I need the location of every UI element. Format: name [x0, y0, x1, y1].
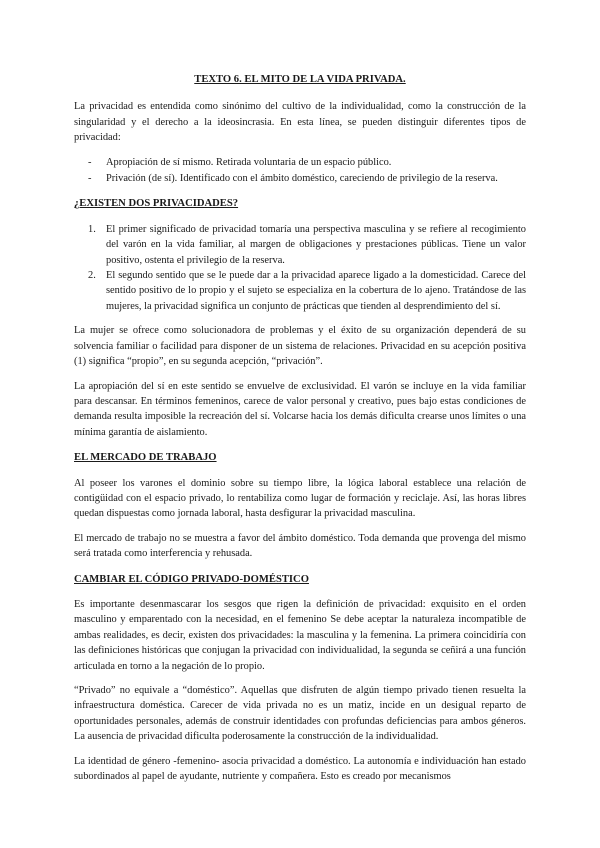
list-item	[74, 222, 526, 268]
section-heading-two-privacies: ¿EXISTEN DOS PRIVACIDADES?	[74, 198, 239, 210]
intro-paragraph: La privacidad es entendida como sinónimo del cultivo de la individualidad, como la construcción de la singularidad y el derecho a la ideosincrasia. En esta línea, se pueden distinguir diferentes tipos de privacidad:	[74, 101, 526, 144]
meanings-list	[74, 222, 526, 314]
list-item	[74, 171, 526, 186]
dash-marker: -	[88, 173, 92, 185]
paragraph: El mercado de trabajo no se muestra a favor del ámbito doméstico. Toda demanda que provenga del mismo será tratada como interferencia y rehusada.	[74, 532, 526, 560]
paragraph: La identidad de género -femenino- asocia privacidad a doméstico. La autonomía e individuación han estado subordinados al papel de ayudante, nutriente y compañera. Esto es creado por mecanismos	[74, 755, 526, 783]
list-item-text: El primer significado de privacidad tomaría una perspectiva masculina y se refiere al recogimiento del varón en la vida familiar, al margen de obligaciones y prestaciones públicas. Tiene un valor positivo, ostenta el privilegio de la reserva.	[106, 223, 526, 266]
number-marker: 2.	[88, 270, 96, 282]
list-item-text: Privación (de sí). Identificado con el ámbito doméstico, careciendo de privilegio de la reserva.	[106, 173, 498, 185]
document-title: TEXTO 6. EL MITO DE LA VIDA PRIVADA.	[194, 74, 406, 85]
list-item-text: El segundo sentido que se le puede dar a la privacidad aparece ligado a la domesticidad. Carece del sentido positivo de lo propio y el sujeto se especializa en la cobertura de lo ajeno. Tratándose de las mujeres, la privacidad significa un conjunto de prácticas que tienden al desprendimiento del sí.	[106, 270, 526, 312]
paragraph: La mujer se ofrece como solucionadora de problemas y el éxito de su organización dependerá de su solvencia familiar o facilidad para disponer de un sistema de relaciones. Privacidad en su acepción positiva (1) significa “propio”, en su segunda acepción, “privación”.	[74, 325, 526, 368]
list-item	[74, 268, 526, 314]
list-item	[74, 155, 526, 170]
paragraph: “Privado” no equivale a “doméstico”. Aquellas que disfruten de algún tiempo privado tienen resuelta la infraestructura doméstica. Carecer de vida privada no es un matiz, incide en un desigual reparto de oportunidades personales, además de construir identidades con profundas deficiencias para ambos géneros. La ausencia de privacidad dificulta poderosamente la construcción de la individualidad.	[74, 685, 526, 743]
dash-marker: -	[88, 156, 92, 168]
list-item-text: Apropiación de sí mismo. Retirada voluntaria de un espacio público.	[106, 156, 392, 168]
number-marker: 1.	[88, 223, 96, 235]
privacy-types-list	[74, 155, 526, 187]
paragraph: La apropiación del sí en este sentido se envuelve de exclusividad. El varón se incluye en la vida familiar para descansar. En términos femeninos, carece de valor personal y creativo, pues bajo estas condiciones de demanda resulta imposible la recreación del sí. Volcarse hacia los demás dificulta crearse unos límites o una mínima garantía de aislamiento.	[74, 380, 526, 438]
paragraph: Al poseer los varones el dominio sobre su tiempo libre, la lógica laboral establece una relación de contigüidad con el espacio privado, lo rentabiliza como lugar de formación y reciclaje. Así, las horas libres quedan dispuestas como jornada laboral, hasta desfigurar la privacidad masculina.	[74, 477, 526, 520]
paragraph: Es importante desenmascarar los sesgos que rigen la definición de privacidad: exquisito en el orden masculino y emparentado con la necesidad, en el femenino Se debe aceptar la naturaleza incompatible de ambas realidades, es decir, existen dos privacidades: la masculina y la femenina. La primera coincidiría con las definiciones históricas que conjugan la privacidad con individualidad, la segunda se ceñirá a una función articulada en torno a la negación de lo propio.	[74, 598, 526, 672]
section-heading-change-code: CAMBIAR EL CÓDIGO PRIVADO-DOMÉSTICO	[74, 573, 309, 585]
section-heading-labor-market: EL MERCADO DE TRABAJO	[74, 452, 217, 464]
